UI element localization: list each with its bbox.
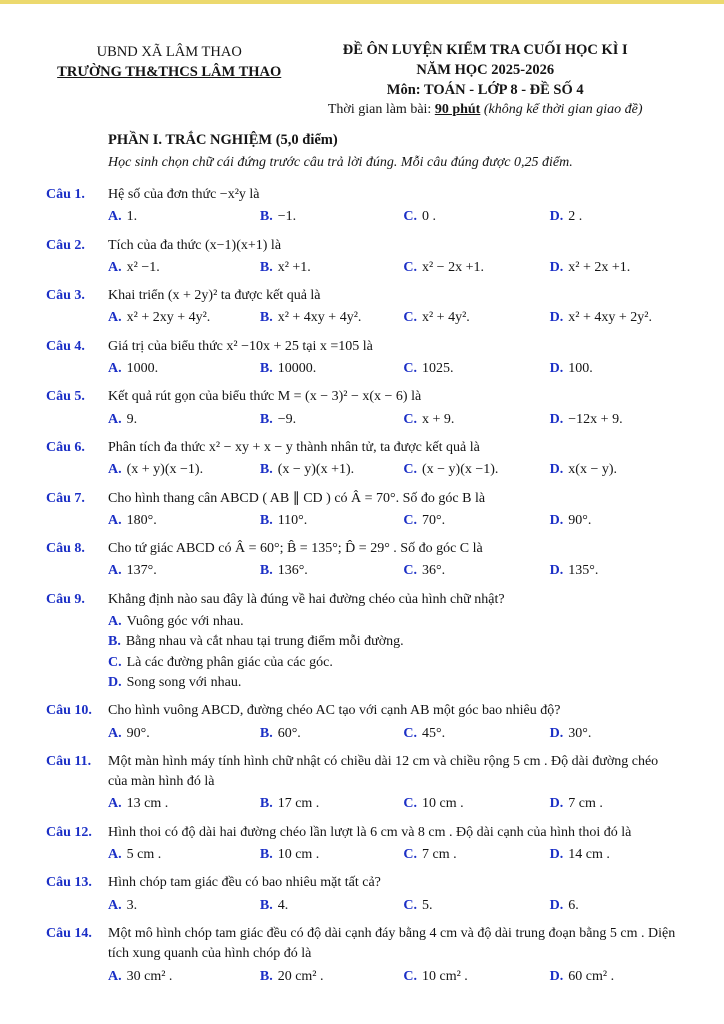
option-text: x² + 4xy + 2y². (568, 310, 652, 326)
answer-option (260, 967, 400, 987)
question (46, 236, 678, 279)
option-letter: B. (259, 897, 273, 913)
option-text: 1000. (126, 361, 159, 377)
options (108, 794, 678, 814)
answer-option (403, 967, 545, 987)
option-text: 1. (126, 209, 138, 225)
question-label: Câu 7. (46, 490, 85, 506)
option-letter: A. (108, 897, 122, 913)
option-letter: D. (108, 674, 122, 690)
option-letter: B. (259, 209, 273, 225)
exam-title: ĐỀ ÔN LUYỆN KIỂM TRA CUỐI HỌC KÌ I (342, 42, 628, 58)
option-letter: B. (259, 361, 273, 377)
option-text: Song song với nhau. (126, 674, 242, 690)
option-text: x² + 2x +1. (568, 259, 631, 275)
option-letter: A. (108, 725, 122, 741)
answer-option (403, 359, 545, 379)
option-letter: A. (108, 847, 122, 863)
option-text: 90°. (568, 512, 592, 528)
question-label: Câu 8. (46, 541, 85, 557)
question-body (108, 185, 678, 228)
question (46, 286, 678, 329)
option-text: 60°. (277, 725, 301, 741)
options (108, 410, 678, 430)
question-label: Câu 3. (46, 288, 85, 304)
duration-value: 90 phút (434, 102, 481, 117)
question-text: Hệ số của đơn thức −x²y là (108, 187, 260, 202)
option-text: 30 cm² . (126, 968, 173, 984)
answer-option (550, 724, 678, 744)
answer-option (550, 410, 678, 430)
question (46, 438, 678, 481)
document-header (46, 40, 678, 118)
answer-option (108, 632, 678, 652)
option-letter: D. (549, 968, 564, 984)
option-letter: C. (403, 968, 417, 984)
option-letter: C. (403, 563, 417, 579)
options (108, 896, 678, 916)
question-body (108, 286, 678, 329)
option-text: x² +1. (277, 259, 311, 275)
option-letter: A. (108, 209, 122, 225)
option-text: 60 cm² . (568, 968, 615, 984)
question-text: Một màn hình máy tính hình chữ nhật có chiều dài 12 cm và chiều rộng 5 cm . Độ dài đường chéo của màn hình đó là (108, 753, 659, 790)
question-body (108, 387, 678, 430)
option-text: x² − 2x +1. (421, 259, 484, 275)
option-letter: C. (403, 310, 417, 326)
option-letter: A. (108, 411, 122, 427)
answer-option (108, 673, 678, 693)
option-text: Là các đường phân giác của các góc. (126, 654, 333, 670)
question-text: Giá trị của biểu thức x² −10x + 25 tại x =105 là (108, 338, 373, 354)
school-year: NĂM HỌC 2025-2026 (416, 62, 555, 78)
option-letter: B. (259, 796, 273, 812)
answer-option (550, 967, 678, 987)
option-text: 10 cm . (421, 796, 464, 812)
answer-option (403, 845, 545, 865)
option-letter: D. (549, 259, 564, 275)
options (108, 845, 678, 865)
answer-option (550, 561, 678, 581)
option-letter: C. (403, 259, 417, 275)
subject-line: Môn: TOÁN - LỚP 8 - ĐỀ SỐ 4 (386, 82, 584, 98)
answer-option (260, 561, 400, 581)
option-text: 6. (568, 897, 579, 913)
questions (46, 185, 678, 987)
option-letter: A. (108, 259, 122, 275)
option-text: 90°. (126, 725, 150, 741)
answer-option (108, 511, 256, 531)
option-text: 100. (568, 361, 593, 377)
answer-option (108, 612, 678, 632)
answer-option (550, 207, 678, 227)
options (108, 258, 678, 278)
option-text: 5. (421, 897, 433, 913)
question-text: Khai triển (x + 2y)² ta được kết quả là (108, 288, 321, 304)
option-letter: D. (549, 462, 564, 478)
option-letter: A. (108, 796, 122, 812)
answer-option (550, 359, 678, 379)
answer-option (108, 724, 256, 744)
answer-option (108, 308, 256, 328)
question-label: Câu 5. (46, 389, 85, 405)
options (108, 561, 678, 581)
duration-prefix: Thời gian làm bài: (327, 102, 435, 117)
option-text: 180°. (126, 512, 157, 528)
answer-option (260, 207, 400, 227)
question-body (108, 701, 678, 744)
school-name: TRƯỜNG TH&THCS LÂM THAO (57, 64, 282, 81)
option-letter: D. (549, 512, 564, 528)
options (108, 724, 678, 744)
options (108, 612, 678, 693)
issuing-authority-block (46, 40, 292, 118)
question-label: Câu 11. (46, 753, 92, 769)
option-letter: C. (403, 462, 417, 478)
option-letter: C. (403, 209, 417, 225)
option-text: 9. (126, 411, 138, 427)
option-text: x² + 2xy + 4y². (126, 310, 211, 326)
question (46, 185, 678, 228)
answer-option (108, 258, 256, 278)
option-text: 45°. (421, 725, 446, 741)
question-label: Câu 2. (46, 237, 85, 253)
answer-option (260, 460, 400, 480)
question-text: Một mô hình chóp tam giác đều có độ dài cạnh đáy bằng 4 cm và độ dài trung đoạn bằng 5 cm . Diện tích xung quanh của hình chóp đó là (108, 925, 676, 962)
duration-note: (không kể thời gian giao đề) (480, 102, 643, 117)
answer-option (260, 845, 400, 865)
answer-option (550, 896, 678, 916)
option-text: 7 cm . (568, 796, 603, 812)
answer-option (403, 460, 545, 480)
options (108, 511, 678, 531)
option-letter: B. (259, 563, 273, 579)
question-text: Khẳng định nào sau đây là đúng về hai đường chéo của hình chữ nhật? (108, 591, 505, 607)
option-letter: D. (549, 725, 564, 741)
option-letter: A. (108, 563, 122, 579)
answer-option (403, 896, 545, 916)
question-body (108, 752, 678, 815)
section-heading: PHẦN I. TRẮC NGHIỆM (5,0 điểm) (108, 132, 338, 148)
option-text: 0 . (421, 209, 436, 225)
option-letter: A. (108, 512, 122, 528)
option-letter: B. (259, 259, 273, 275)
option-text: 70°. (421, 512, 446, 528)
answer-option (550, 308, 678, 328)
answer-option (550, 258, 678, 278)
question-body (108, 590, 678, 693)
option-letter: D. (549, 310, 564, 326)
answer-option (403, 207, 545, 227)
option-text: 10000. (277, 361, 317, 377)
option-text: x(x − y). (568, 462, 618, 478)
option-letter: D. (549, 847, 564, 863)
question-label: Câu 1. (46, 187, 85, 202)
option-letter: D. (549, 796, 564, 812)
question-label: Câu 6. (46, 439, 85, 455)
answer-option (108, 794, 256, 814)
option-text: 110°. (277, 512, 308, 528)
option-text: 20 cm² . (277, 968, 324, 984)
options (108, 359, 678, 379)
question (46, 489, 678, 532)
option-text: (x − y)(x +1). (277, 462, 355, 478)
answer-option (403, 511, 545, 531)
answer-option (260, 359, 400, 379)
answer-option (403, 308, 545, 328)
option-letter: A. (108, 614, 122, 630)
answer-option (108, 845, 256, 865)
option-text: 10 cm² . (421, 968, 468, 984)
question-body (108, 438, 678, 481)
option-text: x² + 4y². (421, 310, 470, 326)
option-text: 1025. (421, 361, 454, 377)
question-label: Câu 9. (46, 591, 85, 607)
question-body (108, 337, 678, 380)
question (46, 590, 678, 693)
answer-option (108, 359, 256, 379)
question-text: Phân tích đa thức x² − xy + x − y thành nhân tử, ta được kết quả là (108, 439, 480, 455)
question-body (108, 924, 678, 987)
option-text: 13 cm . (126, 796, 169, 812)
question (46, 823, 678, 866)
question-text: Tích của đa thức (x−1)(x+1) là (108, 237, 282, 253)
answer-option (260, 794, 400, 814)
answer-option (108, 410, 256, 430)
answer-option (550, 460, 678, 480)
option-letter: B. (259, 725, 273, 741)
answer-option (260, 896, 400, 916)
option-letter: D. (549, 361, 564, 377)
option-text: 36°. (421, 563, 446, 579)
question-label: Câu 14. (46, 925, 92, 941)
option-text: −1. (277, 209, 297, 225)
answer-option (403, 561, 545, 581)
option-text: 7 cm . (421, 847, 457, 863)
question-label: Câu 10. (46, 703, 92, 719)
option-letter: D. (549, 209, 564, 225)
option-text: 4. (277, 897, 289, 913)
option-letter: A. (108, 462, 122, 478)
question-label: Câu 4. (46, 338, 85, 354)
answer-option (260, 258, 400, 278)
option-letter: B. (259, 310, 273, 326)
answer-option (260, 511, 400, 531)
answer-option (403, 794, 545, 814)
option-text: 14 cm . (568, 847, 610, 863)
question (46, 387, 678, 430)
option-letter: B. (108, 634, 121, 650)
question-text: Cho hình thang cân ABCD ( AB ∥ CD ) có Â = 70°. Số đo góc B là (108, 490, 486, 506)
options (108, 207, 678, 227)
option-letter: C. (403, 897, 417, 913)
option-letter: C. (403, 796, 417, 812)
option-letter: B. (259, 462, 273, 478)
duration-line (292, 102, 678, 118)
question-text: Kết quả rút gọn của biểu thức M = (x − 3)² − x(x − 6) là (108, 389, 422, 405)
option-letter: C. (403, 512, 417, 528)
answer-option (108, 207, 256, 227)
answer-option (403, 258, 545, 278)
option-text: −12x + 9. (568, 411, 623, 427)
option-text: x² −1. (126, 259, 160, 275)
question-body (108, 873, 678, 916)
options (108, 967, 678, 987)
option-text: 5 cm . (126, 847, 162, 863)
option-letter: C. (403, 361, 417, 377)
option-text: 136°. (277, 563, 308, 579)
option-letter: A. (108, 310, 122, 326)
answer-option (260, 308, 400, 328)
answer-option (108, 967, 256, 987)
question-text: Hình chóp tam giác đều có bao nhiêu mặt tất cả? (108, 875, 381, 891)
question-body (108, 823, 678, 866)
option-text: (x + y)(x −1). (126, 462, 204, 478)
instruction-text: Học sinh chọn chữ cái đứng trước câu trả lời đúng. Mỗi câu đúng được 0,25 điểm. (108, 155, 573, 170)
option-text: Vuông góc với nhau. (126, 614, 244, 630)
answer-option (550, 845, 678, 865)
question-body (108, 236, 678, 279)
question-text: Cho hình vuông ABCD, đường chéo AC tạo với cạnh AB một góc bao nhiêu độ? (108, 703, 561, 719)
answer-option (403, 410, 545, 430)
option-letter: B. (259, 847, 273, 863)
answer-option (108, 460, 256, 480)
exam-title-block (292, 40, 678, 118)
option-letter: C. (108, 654, 122, 670)
question-body (108, 489, 678, 532)
option-text: (x − y)(x −1). (421, 462, 499, 478)
option-letter: A. (108, 968, 122, 984)
options (108, 308, 678, 328)
question-text: Hình thoi có độ dài hai đường chéo lần lượt là 6 cm và 8 cm . Độ dài cạnh của hình thoi đó là (108, 824, 632, 840)
option-letter: B. (259, 411, 273, 427)
option-letter: C. (403, 725, 417, 741)
option-letter: B. (259, 968, 273, 984)
question-label: Câu 13. (46, 875, 92, 891)
option-text: 135°. (568, 563, 599, 579)
option-letter: D. (549, 897, 564, 913)
option-letter: C. (403, 411, 417, 427)
question (46, 539, 678, 582)
question (46, 752, 678, 815)
option-text: 3. (126, 897, 138, 913)
question (46, 924, 678, 987)
options (108, 460, 678, 480)
question (46, 337, 678, 380)
answer-option (108, 896, 256, 916)
answer-option (260, 724, 400, 744)
option-text: Bằng nhau và cắt nhau tại trung điểm mỗi đường. (125, 634, 404, 650)
option-letter: A. (108, 361, 122, 377)
question-body (108, 539, 678, 582)
answer-option (108, 561, 256, 581)
option-text: −9. (277, 411, 297, 427)
option-letter: C. (403, 847, 417, 863)
option-letter: B. (259, 512, 273, 528)
option-text: x² + 4xy + 4y². (277, 310, 362, 326)
answer-option (260, 410, 400, 430)
option-letter: D. (549, 563, 564, 579)
answer-option (550, 511, 678, 531)
answer-option (550, 794, 678, 814)
option-text: x + 9. (421, 411, 455, 427)
question (46, 701, 678, 744)
option-text: 17 cm . (277, 796, 320, 812)
authority-name: UBND XÃ LÂM THAO (96, 44, 242, 60)
question (46, 873, 678, 916)
question-text: Cho tứ giác ABCD có Â = 60°; B̂ = 135°; D̂ = 29° . Số đo góc C là (108, 541, 483, 557)
option-text: 10 cm . (277, 847, 320, 863)
option-text: 137°. (126, 563, 157, 579)
option-letter: D. (549, 411, 564, 427)
option-text: 30°. (568, 725, 592, 741)
option-text: 2 . (568, 209, 583, 225)
top-rule (0, 0, 724, 4)
question-label: Câu 12. (46, 824, 92, 840)
answer-option (403, 724, 545, 744)
answer-option (108, 653, 678, 673)
